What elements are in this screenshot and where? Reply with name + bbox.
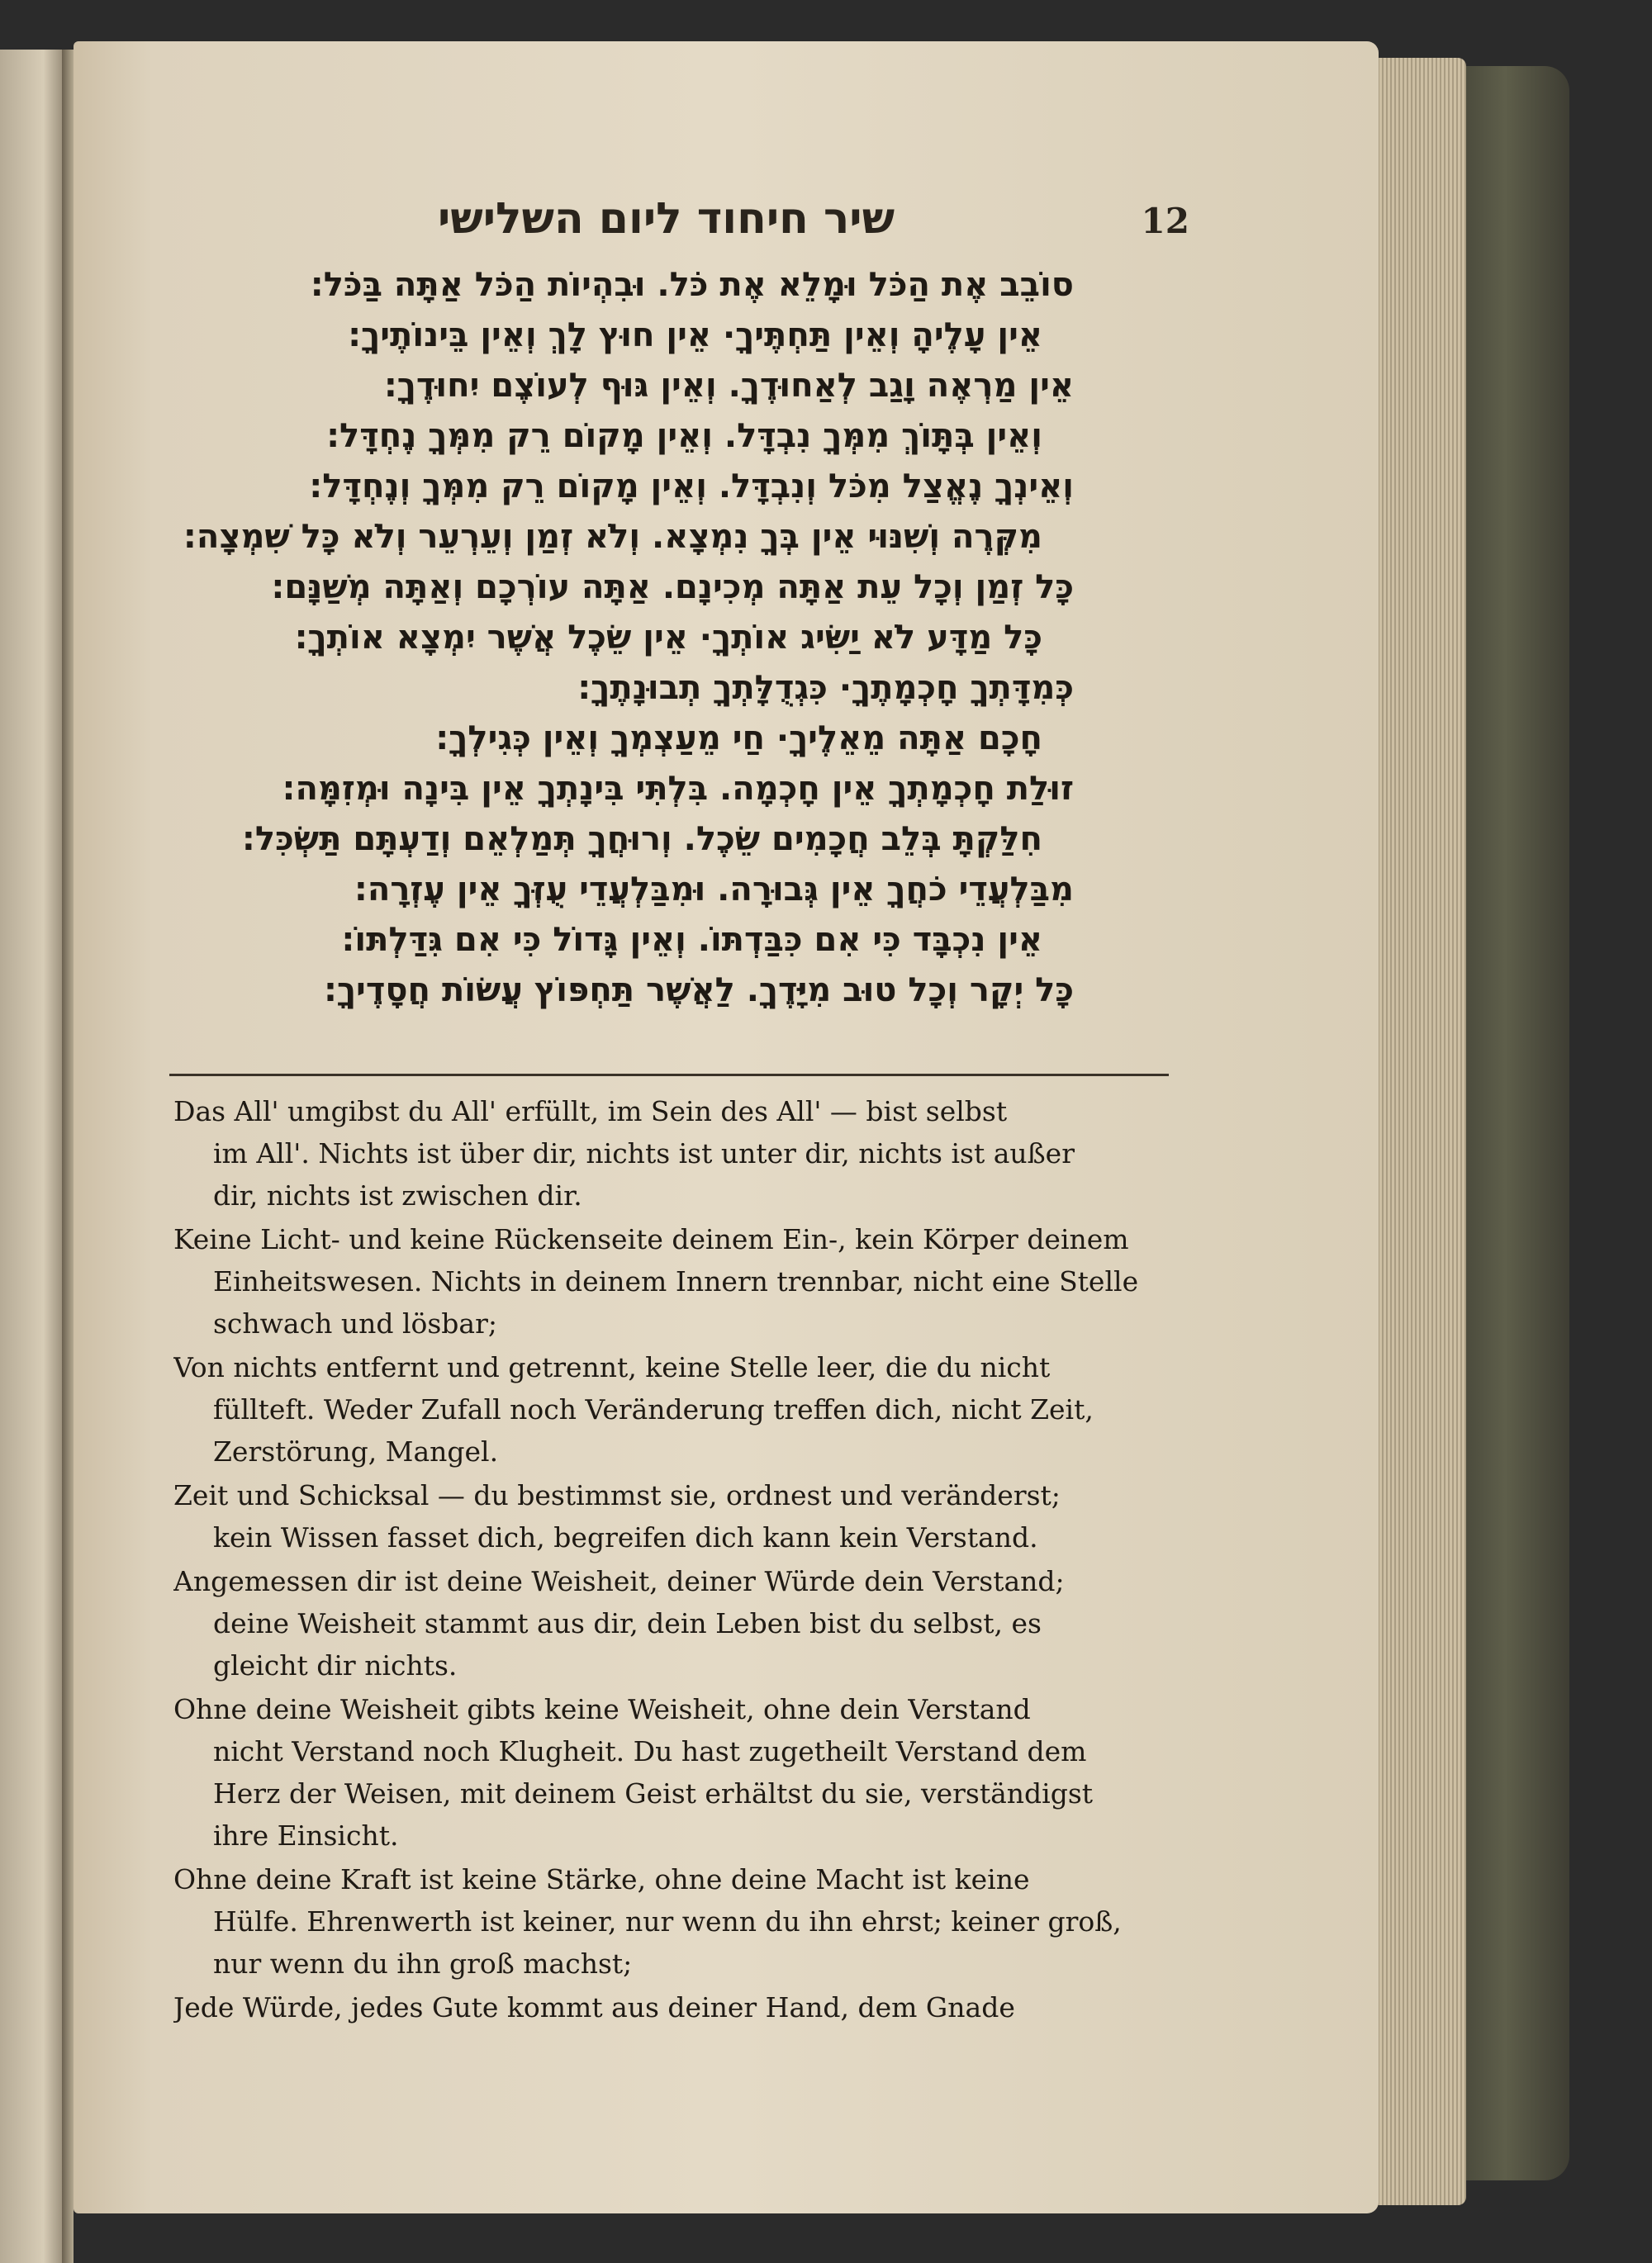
translation-line: füllteft. Weder Zufall noch Veränderung treffen dich, nicht Zeit, <box>213 1393 1094 1426</box>
hebrew-line: אֵין נִכְבָּד כִּי אִם כִּבַּדְתּוֹ. וְאֵין גָּדוֹל כִּי אִם גִּדַּלְתּוֹ: <box>341 921 1042 959</box>
translation-line: ihre Einsicht. <box>213 1819 399 1852</box>
translation-line: Herz der Weisen, mit deinem Geist erhältst du sie, verständigst <box>213 1777 1094 1810</box>
translation-paragraph <box>173 1986 1177 2028</box>
hebrew-line: אֵין עָלֶיהָ וְאֵין תַּחְתֶּיךָ· אֵין חוּץ לָךְ וְאֵין בֵּינוֹתֶיךָ: <box>348 316 1042 354</box>
page-number: 12 <box>1141 201 1189 241</box>
translation-line: Einheitswesen. Nichts in deinem Innern trennbar, nicht eine Stelle <box>213 1265 1139 1298</box>
translation-line: Ohne deine Kraft ist keine Stärke, ohne deine Macht ist keine <box>173 1863 1030 1895</box>
translation-paragraph <box>173 1560 1177 1687</box>
translation-line: dir, nichts ist zwischen dir. <box>213 1179 582 1212</box>
translation-line: Hülfe. Ehrenwerth ist keiner, nur wenn du ihn ehrst; keiner groß, <box>213 1905 1122 1938</box>
translation-line: Angemessen dir ist deine Weisheit, deiner Würde dein Verstand; <box>173 1565 1065 1597</box>
translation-line: Das All' umgibst du All' erfüllt, im Sein des All' — bist selbst <box>173 1095 1008 1127</box>
hebrew-line: כְּמִדָּתְךָ חָכְמָתֶךָ· כִּגְדֻלָּתְךָ תְבוּנָתֶךָ: <box>577 669 1074 707</box>
hebrew-line: סוֹבֵב אֶת הַכֹּל וּמָלֵא אֶת כֹּל. וּבִהְיוֹת הַכֹּל אַתָּה בַּכֹּל: <box>310 266 1074 304</box>
hebrew-line: חִלַּקְתָּ בְּלֵב חֲכָמִים שֵׂכֶל. וְרוּחֲךָ תְּמַלְאֵם וְדַעְתָּם תַּשְׂכִּל: <box>241 820 1042 858</box>
translation-line: im All'. Nichts ist über dir, nichts ist unter dir, nichts ist außer <box>213 1137 1075 1169</box>
translation-line: Ohne deine Weisheit gibts keine Weisheit, ohne dein Verstand <box>173 1693 1031 1725</box>
translation-paragraph <box>173 1688 1177 1857</box>
translation-line: kein Wissen fasset dich, begreifen dich kann kein Verstand. <box>213 1521 1038 1554</box>
translation-paragraph <box>173 1858 1177 1985</box>
translation-line: deine Weisheit stammt aus dir, dein Leben bist du selbst, es <box>213 1607 1042 1639</box>
hebrew-text-block <box>165 260 1074 1016</box>
hebrew-line: חָכָם אַתָּה מֵאֵלֶיךָ· חַי מֵעַצְמְךָ וְאֵין כְּגִילְךָ: <box>435 719 1042 757</box>
hebrew-line: זוּלַת חָכְמָתְךָ אֵין חָכְמָה. בִּלְתִּי בִּינָתְךָ אֵין בִּינָה וּמְזִמָּה: <box>282 770 1074 808</box>
translation-paragraph <box>173 1474 1177 1558</box>
german-translation-block <box>173 1090 1177 2030</box>
section-divider <box>169 1074 1169 1076</box>
hebrew-line: כָּל יְקָר וְכָל טוּב מִיָּדֶךָ. לַאֲשֶׁר תַּחְפּוֹץ עֲשׂוֹת חֲסָדֶיךָ: <box>323 971 1074 1009</box>
translation-line: gleicht dir nichts. <box>213 1649 458 1682</box>
hebrew-line: כָּל מַדָּע לֹא יַשִּׂיג אוֹתְךָ· אֵין שֵׂכֶל אֲשֶׁר יִמְצָא אוֹתְךָ: <box>294 619 1042 657</box>
hebrew-line: וְאֵין בְּתָּוֹךְ מִמְּךָ נִבְדָּל. וְאֵין מָקוֹם רֵק מִמְּךָ נֶחְדָּל: <box>326 417 1042 455</box>
translation-paragraph <box>173 1346 1177 1473</box>
translation-line: Von nichts entfernt und getrennt, keine Stelle leer, die du nicht <box>173 1351 1051 1383</box>
translation-paragraph <box>173 1218 1177 1345</box>
hebrew-line: כָּל זְמַן וְכָל עֵת אַתָּה מְכִינָם. אַתָּה עוֹרְכָם וְאַתָּה מְשַׁנָּם: <box>271 568 1074 606</box>
page-header <box>165 194 1189 268</box>
translation-line: Zerstörung, Mangel. <box>213 1435 499 1468</box>
translation-line: Keine Licht- und keine Rückenseite deinem Ein-, kein Körper deinem <box>173 1223 1129 1255</box>
translation-line: nur wenn du ihn groß machst; <box>213 1948 633 1980</box>
translation-paragraph <box>173 1090 1177 1217</box>
left-page-edge <box>0 50 62 2263</box>
book-gutter <box>62 50 74 2263</box>
hebrew-line: מִקְּרֶה וְשִׁנּוּי אֵין בְּךָ נִמְצָא. וְלֹא זְמַן וְעֵרְעֵר וְלֹא כָּל שִׁמְצָה: <box>183 518 1042 556</box>
book-cover-edge <box>1462 66 1569 2180</box>
translation-line: Zeit und Schicksal — du bestimmst sie, ordnest und veränderst; <box>173 1479 1061 1511</box>
hebrew-line: מִבַּלְעֲדֵי כֹחֲךָ אֵין גְּבוּרָה. וּמִבַּלְעֲדֵי עֻזְּךָ אֵין עֶזְרָה: <box>354 871 1074 909</box>
translation-line: nicht Verstand noch Klugheit. Du hast zugetheilt Verstand dem <box>213 1735 1087 1767</box>
poem-title: שיר חיחוד ליום השלישי <box>438 194 895 244</box>
page-stack-edges <box>1367 58 1466 2205</box>
translation-line: schwach und lösbar; <box>213 1307 497 1340</box>
hebrew-line: וְאֵינְךָ נֶאֱצַל מִכֹּל וְנִבְדָּל. וְאֵין מָקוֹם רֵק מִמְּךָ וְנֶחְדָּל: <box>309 467 1074 505</box>
translation-line: Jede Würde, jedes Gute kommt aus deiner Hand, dem Gnade <box>173 1991 1015 2023</box>
hebrew-line: אֵין מַרְאֶה וָגַב לְאַחוּדֶךָ. וְאֵין גּוּף לְעוֹצֶם יִחוּדֶךָ: <box>383 367 1074 405</box>
